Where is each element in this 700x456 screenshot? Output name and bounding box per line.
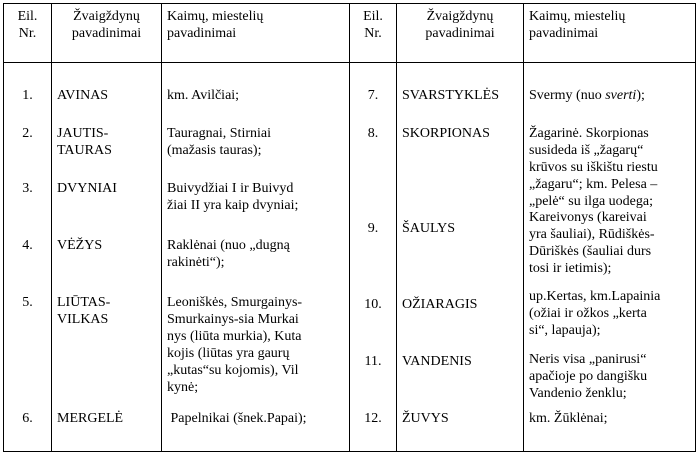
constellation-name: AVINAS <box>57 88 109 103</box>
constellation-name: SKORPIONAS <box>402 126 490 141</box>
column-constellation-left <box>52 63 162 452</box>
places-text: up.Kertas, km.Lapainia (ožiai ir ožkos „kerta si“, lapauja); <box>529 289 661 338</box>
row-nr: 10. <box>364 297 382 312</box>
header-constellation-right: Žvaigždynų pavadinimai <box>397 4 524 63</box>
places-text: Svermy (nuo sverti); <box>529 88 645 103</box>
constellation-name: VANDENIS <box>402 354 472 369</box>
row-nr: 8. <box>367 126 379 141</box>
places-text: Leoniškės, Smurgainys- Smurkainys-sia Murkai nys (liūta murkia), Kuta kojis (liūtas yra gaurų „kutas“su kojomis), Vil kynė; <box>167 295 303 395</box>
header-places-left: Kaimų, miestelių pavadinimai <box>162 4 350 63</box>
row-nr: 11. <box>364 354 382 369</box>
column-places-left <box>162 63 350 452</box>
header-nr-left: Eil. Nr. <box>4 4 52 63</box>
row-nr: 5. <box>22 295 33 310</box>
places-text: Buivydžiai I ir Buivyd žiai II yra kaip dvyniai; <box>167 181 299 213</box>
column-constellation-right <box>397 63 524 452</box>
places-text: Neris visa „panirusi“ apačioje po dangišku Vandenio ženklu; <box>529 352 648 401</box>
row-nr: 3. <box>22 181 33 196</box>
constellation-name: ŠAULYS <box>402 221 456 236</box>
places-text: Žagarinė. Skorpionas susideda iš „žagarų“ krūvos su iškištu riestu „žagaru“; km. Pelesa – „pelė“ su ilga uodega; <box>529 126 658 209</box>
constellation-name: VĖŽYS <box>57 238 103 253</box>
constellation-name: DVYNIAI <box>57 181 117 196</box>
table-body-row <box>4 63 696 452</box>
header-places-right: Kaimų, miestelių pavadinimai <box>524 4 696 63</box>
header-constellation-left: Žvaigždynų pavadinimai <box>52 4 162 63</box>
constellation-name: ŽUVYS <box>402 411 449 426</box>
constellation-name: OŽIARAGIS <box>402 297 478 312</box>
row-nr: 6. <box>22 411 33 426</box>
places-text: Tauragnai, Stirniai (mažasis tauras); <box>167 126 271 158</box>
constellation-name: SVARSTYKLĖS <box>402 88 499 103</box>
row-nr: 12. <box>364 411 382 426</box>
places-text: km. Avilčiai; <box>167 88 240 103</box>
places-text: km. Žūklėnai; <box>529 411 608 426</box>
column-places-right <box>524 63 696 452</box>
row-nr: 2. <box>22 126 33 141</box>
zodiac-table <box>3 3 696 452</box>
constellation-name: MERGELĖ <box>57 411 124 426</box>
table-header-row <box>4 4 696 63</box>
row-nr: 9. <box>367 221 379 236</box>
row-nr: 1. <box>22 88 33 103</box>
header-nr-right: Eil. Nr. <box>350 4 397 63</box>
places-text: Raklėnai (nuo „dugną rakinėti“); <box>167 238 290 270</box>
row-nr: 4. <box>22 238 33 253</box>
column-nr-left <box>4 63 52 452</box>
constellation-name: LIŪTAS- VILKAS <box>57 295 111 327</box>
row-nr: 7. <box>367 88 379 103</box>
column-nr-right <box>350 63 397 452</box>
places-text: Kareivonys (kareivai yra šauliai), Rūdiškės- Dūriškės (šauliai durs tosi ir ietimis); <box>529 210 655 276</box>
places-text: Papelnikai (šnek.Papai); <box>167 411 307 426</box>
constellation-name: JAUTIS- TAURAS <box>57 126 112 158</box>
